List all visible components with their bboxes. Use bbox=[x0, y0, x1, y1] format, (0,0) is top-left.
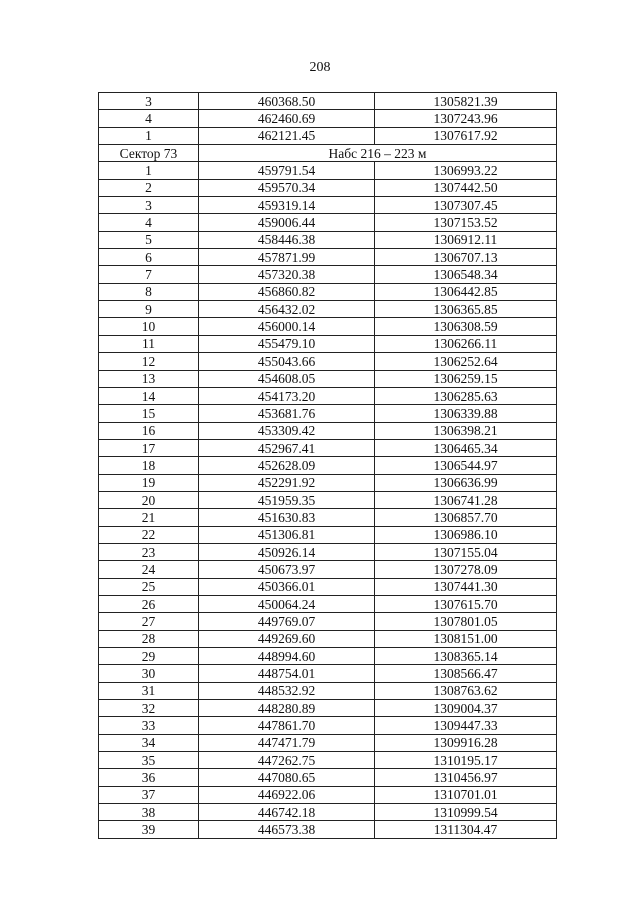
table-row bbox=[99, 231, 557, 248]
table-row bbox=[99, 353, 557, 370]
table-row bbox=[99, 752, 557, 769]
x-coordinate-cell: 458446.38 bbox=[199, 231, 375, 248]
y-coordinate-cell: 1307441.30 bbox=[375, 578, 557, 595]
point-number-cell: 1 bbox=[99, 162, 199, 179]
point-number-cell: 8 bbox=[99, 283, 199, 300]
table-row bbox=[99, 301, 557, 318]
point-number-cell: 28 bbox=[99, 630, 199, 647]
point-number-cell: 3 bbox=[99, 93, 199, 110]
coordinates-table bbox=[98, 92, 557, 839]
x-coordinate-cell: 462460.69 bbox=[199, 110, 375, 127]
point-number-cell: 5 bbox=[99, 231, 199, 248]
point-number-cell: 25 bbox=[99, 578, 199, 595]
table-row bbox=[99, 249, 557, 266]
x-coordinate-cell: 459006.44 bbox=[199, 214, 375, 231]
x-coordinate-cell: 451959.35 bbox=[199, 491, 375, 508]
table-row bbox=[99, 93, 557, 110]
table-row bbox=[99, 491, 557, 508]
y-coordinate-cell: 1307615.70 bbox=[375, 595, 557, 612]
sector-label: Сектор 73 bbox=[99, 145, 199, 162]
x-coordinate-cell: 449769.07 bbox=[199, 613, 375, 630]
point-number-cell: 13 bbox=[99, 370, 199, 387]
x-coordinate-cell: 448754.01 bbox=[199, 665, 375, 682]
x-coordinate-cell: 454608.05 bbox=[199, 370, 375, 387]
y-coordinate-cell: 1306986.10 bbox=[375, 526, 557, 543]
x-coordinate-cell: 453681.76 bbox=[199, 405, 375, 422]
x-coordinate-cell: 455479.10 bbox=[199, 335, 375, 352]
y-coordinate-cell: 1309004.37 bbox=[375, 700, 557, 717]
x-coordinate-cell: 447080.65 bbox=[199, 769, 375, 786]
point-number-cell: 17 bbox=[99, 439, 199, 456]
x-coordinate-cell: 456860.82 bbox=[199, 283, 375, 300]
x-coordinate-cell: 450366.01 bbox=[199, 578, 375, 595]
table-row bbox=[99, 786, 557, 803]
x-coordinate-cell: 451630.83 bbox=[199, 509, 375, 526]
x-coordinate-cell: 448280.89 bbox=[199, 700, 375, 717]
y-coordinate-cell: 1307801.05 bbox=[375, 613, 557, 630]
table-body-main bbox=[99, 162, 557, 838]
y-coordinate-cell: 1306912.11 bbox=[375, 231, 557, 248]
x-coordinate-cell: 456432.02 bbox=[199, 301, 375, 318]
point-number-cell: 20 bbox=[99, 491, 199, 508]
table-row bbox=[99, 162, 557, 179]
y-coordinate-cell: 1306465.34 bbox=[375, 439, 557, 456]
table-row bbox=[99, 405, 557, 422]
x-coordinate-cell: 452967.41 bbox=[199, 439, 375, 456]
y-coordinate-cell: 1307442.50 bbox=[375, 179, 557, 196]
x-coordinate-cell: 450926.14 bbox=[199, 543, 375, 560]
table-row bbox=[99, 700, 557, 717]
x-coordinate-cell: 459319.14 bbox=[199, 197, 375, 214]
x-coordinate-cell: 459791.54 bbox=[199, 162, 375, 179]
point-number-cell: 26 bbox=[99, 595, 199, 612]
x-coordinate-cell: 452291.92 bbox=[199, 474, 375, 491]
point-number-cell: 19 bbox=[99, 474, 199, 491]
point-number-cell: 2 bbox=[99, 179, 199, 196]
table-row bbox=[99, 214, 557, 231]
table-row bbox=[99, 821, 557, 838]
y-coordinate-cell: 1306285.63 bbox=[375, 387, 557, 404]
x-coordinate-cell: 450673.97 bbox=[199, 561, 375, 578]
table-row bbox=[99, 127, 557, 144]
point-number-cell: 36 bbox=[99, 769, 199, 786]
table-row bbox=[99, 439, 557, 456]
table-row bbox=[99, 474, 557, 491]
point-number-cell: 22 bbox=[99, 526, 199, 543]
y-coordinate-cell: 1306993.22 bbox=[375, 162, 557, 179]
point-number-cell: 7 bbox=[99, 266, 199, 283]
table-row bbox=[99, 769, 557, 786]
point-number-cell: 6 bbox=[99, 249, 199, 266]
point-number-cell: 15 bbox=[99, 405, 199, 422]
point-number-cell: 31 bbox=[99, 682, 199, 699]
x-coordinate-cell: 446922.06 bbox=[199, 786, 375, 803]
y-coordinate-cell: 1307153.52 bbox=[375, 214, 557, 231]
table-row bbox=[99, 110, 557, 127]
point-number-cell: 11 bbox=[99, 335, 199, 352]
table-row bbox=[99, 543, 557, 560]
table-row bbox=[99, 578, 557, 595]
y-coordinate-cell: 1309916.28 bbox=[375, 734, 557, 751]
x-coordinate-cell: 447262.75 bbox=[199, 752, 375, 769]
x-coordinate-cell: 454173.20 bbox=[199, 387, 375, 404]
point-number-cell: 24 bbox=[99, 561, 199, 578]
table-row bbox=[99, 734, 557, 751]
x-coordinate-cell: 447471.79 bbox=[199, 734, 375, 751]
sector-header bbox=[99, 145, 557, 162]
table-row bbox=[99, 717, 557, 734]
y-coordinate-cell: 1307155.04 bbox=[375, 543, 557, 560]
point-number-cell: 10 bbox=[99, 318, 199, 335]
y-coordinate-cell: 1311304.47 bbox=[375, 821, 557, 838]
x-coordinate-cell: 452628.09 bbox=[199, 457, 375, 474]
y-coordinate-cell: 1306741.28 bbox=[375, 491, 557, 508]
page-number: 208 bbox=[309, 60, 331, 75]
y-coordinate-cell: 1306339.88 bbox=[375, 405, 557, 422]
y-coordinate-cell: 1310456.97 bbox=[375, 769, 557, 786]
point-number-cell: 39 bbox=[99, 821, 199, 838]
table-row bbox=[99, 335, 557, 352]
x-coordinate-cell: 448532.92 bbox=[199, 682, 375, 699]
table-row bbox=[99, 648, 557, 665]
x-coordinate-cell: 457871.99 bbox=[199, 249, 375, 266]
point-number-cell: 34 bbox=[99, 734, 199, 751]
table-row bbox=[99, 422, 557, 439]
x-coordinate-cell: 459570.34 bbox=[199, 179, 375, 196]
y-coordinate-cell: 1307307.45 bbox=[375, 197, 557, 214]
x-coordinate-cell: 450064.24 bbox=[199, 595, 375, 612]
point-number-cell: 12 bbox=[99, 353, 199, 370]
point-number-cell: 37 bbox=[99, 786, 199, 803]
point-number-cell: 33 bbox=[99, 717, 199, 734]
x-coordinate-cell: 457320.38 bbox=[199, 266, 375, 283]
y-coordinate-cell: 1307278.09 bbox=[375, 561, 557, 578]
y-coordinate-cell: 1307617.92 bbox=[375, 127, 557, 144]
y-coordinate-cell: 1306544.97 bbox=[375, 457, 557, 474]
y-coordinate-cell: 1310701.01 bbox=[375, 786, 557, 803]
y-coordinate-cell: 1306252.64 bbox=[375, 353, 557, 370]
point-number-cell: 4 bbox=[99, 110, 199, 127]
x-coordinate-cell: 447861.70 bbox=[199, 717, 375, 734]
point-number-cell: 4 bbox=[99, 214, 199, 231]
point-number-cell: 30 bbox=[99, 665, 199, 682]
table-row bbox=[99, 804, 557, 821]
point-number-cell: 18 bbox=[99, 457, 199, 474]
x-coordinate-cell: 451306.81 bbox=[199, 526, 375, 543]
point-number-cell: 29 bbox=[99, 648, 199, 665]
table-row bbox=[99, 682, 557, 699]
x-coordinate-cell: 449269.60 bbox=[199, 630, 375, 647]
sector-header-row bbox=[99, 145, 557, 162]
table-row bbox=[99, 630, 557, 647]
table-body-top bbox=[99, 93, 557, 145]
x-coordinate-cell: 446573.38 bbox=[199, 821, 375, 838]
y-coordinate-cell: 1306398.21 bbox=[375, 422, 557, 439]
table-row bbox=[99, 283, 557, 300]
y-coordinate-cell: 1306308.59 bbox=[375, 318, 557, 335]
table-row bbox=[99, 387, 557, 404]
y-coordinate-cell: 1306442.85 bbox=[375, 283, 557, 300]
y-coordinate-cell: 1310195.17 bbox=[375, 752, 557, 769]
x-coordinate-cell: 456000.14 bbox=[199, 318, 375, 335]
y-coordinate-cell: 1306636.99 bbox=[375, 474, 557, 491]
point-number-cell: 35 bbox=[99, 752, 199, 769]
table-row bbox=[99, 595, 557, 612]
x-coordinate-cell: 446742.18 bbox=[199, 804, 375, 821]
table-row bbox=[99, 318, 557, 335]
table-row bbox=[99, 179, 557, 196]
x-coordinate-cell: 455043.66 bbox=[199, 353, 375, 370]
y-coordinate-cell: 1306365.85 bbox=[375, 301, 557, 318]
point-number-cell: 32 bbox=[99, 700, 199, 717]
point-number-cell: 27 bbox=[99, 613, 199, 630]
x-coordinate-cell: 460368.50 bbox=[199, 93, 375, 110]
x-coordinate-cell: 462121.45 bbox=[199, 127, 375, 144]
y-coordinate-cell: 1306259.15 bbox=[375, 370, 557, 387]
point-number-cell: 9 bbox=[99, 301, 199, 318]
sector-depth: Набс 216 – 223 м bbox=[199, 145, 557, 162]
point-number-cell: 38 bbox=[99, 804, 199, 821]
y-coordinate-cell: 1308566.47 bbox=[375, 665, 557, 682]
point-number-cell: 14 bbox=[99, 387, 199, 404]
x-coordinate-cell: 448994.60 bbox=[199, 648, 375, 665]
table-row bbox=[99, 526, 557, 543]
table-row bbox=[99, 561, 557, 578]
table-row bbox=[99, 665, 557, 682]
x-coordinate-cell: 453309.42 bbox=[199, 422, 375, 439]
y-coordinate-cell: 1308151.00 bbox=[375, 630, 557, 647]
y-coordinate-cell: 1305821.39 bbox=[375, 93, 557, 110]
y-coordinate-cell: 1308763.62 bbox=[375, 682, 557, 699]
point-number-cell: 3 bbox=[99, 197, 199, 214]
y-coordinate-cell: 1308365.14 bbox=[375, 648, 557, 665]
table-row bbox=[99, 457, 557, 474]
y-coordinate-cell: 1307243.96 bbox=[375, 110, 557, 127]
point-number-cell: 16 bbox=[99, 422, 199, 439]
y-coordinate-cell: 1310999.54 bbox=[375, 804, 557, 821]
y-coordinate-cell: 1306857.70 bbox=[375, 509, 557, 526]
point-number-cell: 23 bbox=[99, 543, 199, 560]
table-row bbox=[99, 613, 557, 630]
y-coordinate-cell: 1306548.34 bbox=[375, 266, 557, 283]
table-row bbox=[99, 197, 557, 214]
point-number-cell: 1 bbox=[99, 127, 199, 144]
point-number-cell: 21 bbox=[99, 509, 199, 526]
y-coordinate-cell: 1306266.11 bbox=[375, 335, 557, 352]
y-coordinate-cell: 1306707.13 bbox=[375, 249, 557, 266]
table-row bbox=[99, 509, 557, 526]
table-row bbox=[99, 370, 557, 387]
y-coordinate-cell: 1309447.33 bbox=[375, 717, 557, 734]
table-row bbox=[99, 266, 557, 283]
